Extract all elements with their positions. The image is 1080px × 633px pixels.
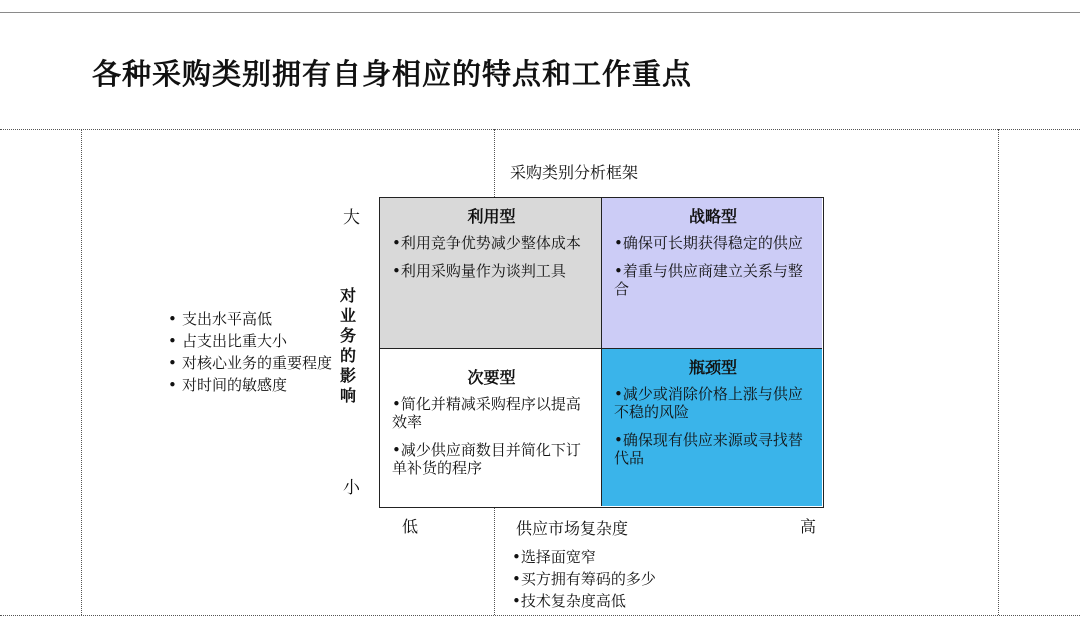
list-item: •买方拥有筹码的多少: [512, 570, 656, 588]
frame-top-line: [0, 129, 1080, 130]
frame-right-line: [998, 129, 999, 615]
bottom-criteria-list: [512, 546, 656, 612]
list-item: •选择面宽窄: [512, 548, 596, 566]
y-axis-low: 小: [343, 478, 360, 498]
quadrant-matrix: [379, 197, 824, 508]
center-bottom-line: [494, 508, 495, 615]
y-axis-high: 大: [343, 208, 360, 228]
quadrant-item: •简化并精减采购程序以提高效率: [392, 395, 581, 431]
y-axis-title: 对 业 务 的 影 响: [339, 286, 356, 405]
page-title: 各种采购类别拥有自身相应的特点和工作重点: [92, 57, 693, 91]
top-divider: [0, 12, 1080, 13]
x-axis-title: 供应市场复杂度: [516, 519, 629, 538]
x-axis-low: 低: [402, 517, 419, 536]
framework-title: 采购类别分析框架: [510, 163, 639, 182]
quadrant-item: •利用采购量作为谈判工具: [392, 262, 566, 280]
list-item: •技术复杂度高低: [512, 592, 626, 610]
left-criteria-list: [168, 308, 332, 396]
quadrant-title: 战略型: [688, 207, 737, 226]
quadrant-title: 利用型: [467, 207, 516, 226]
quadrant-item: •着重与供应商建立关系与整合: [614, 262, 803, 298]
quadrant-item: •确保现有供应来源或寻找替代品: [614, 431, 803, 467]
quadrant-item: •确保可长期获得稳定的供应: [614, 234, 803, 252]
frame-left-line: [81, 129, 82, 615]
quadrant-item: •减少供应商数目并简化下订单补货的程序: [392, 441, 581, 477]
quadrant-leverage: [380, 198, 602, 349]
list-item: • 对时间的敏感度: [168, 374, 332, 396]
list-item: • 占支出比重大小: [168, 330, 332, 352]
quadrant-title: 次要型: [467, 368, 516, 387]
frame-bottom-line: [0, 615, 1080, 616]
quadrant-noncritical: [380, 349, 602, 506]
quadrant-bottleneck: [602, 349, 822, 506]
quadrant-title: 瓶颈型: [688, 358, 737, 377]
x-axis-high: 高: [800, 517, 817, 536]
quadrant-item: •利用竞争优势减少整体成本: [392, 234, 581, 252]
list-item: • 对核心业务的重要程度: [168, 352, 332, 374]
list-item: • 支出水平高低: [168, 308, 332, 330]
quadrant-strategic: [602, 198, 822, 349]
center-top-line: [494, 129, 495, 197]
quadrant-item: •减少或消除价格上涨与供应不稳的风险: [614, 385, 803, 421]
